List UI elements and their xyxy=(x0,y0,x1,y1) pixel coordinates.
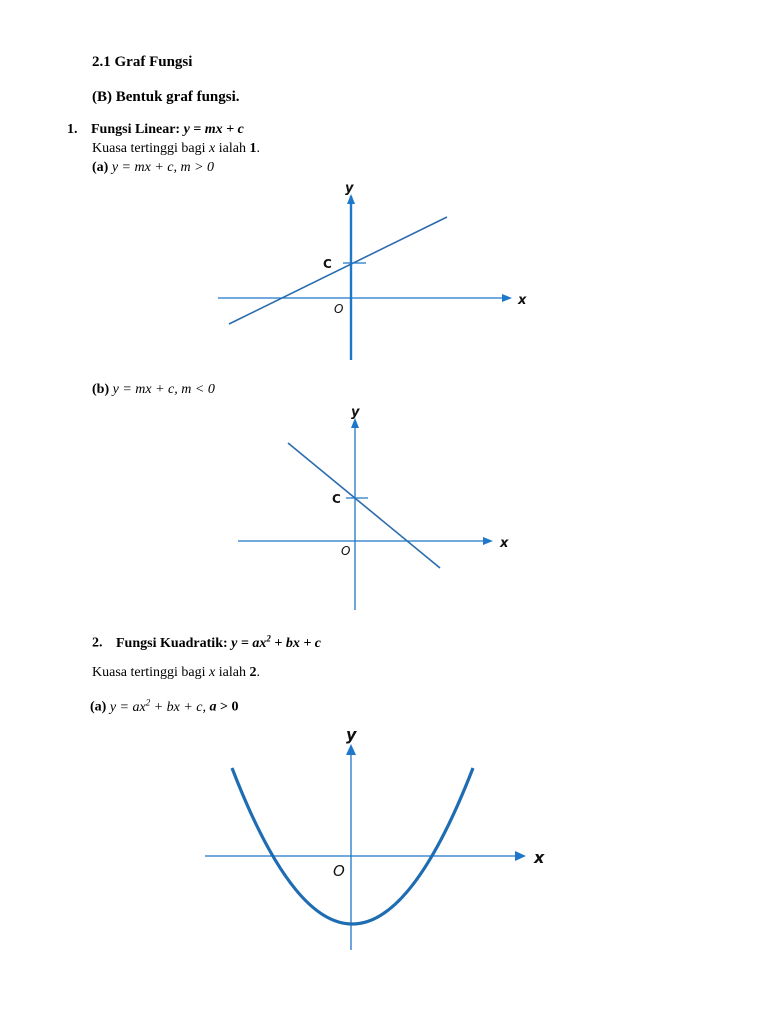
quadratic-number: 2. xyxy=(92,635,103,651)
quadratic-case-a-cond-rest: > 0 xyxy=(216,699,239,715)
c-label: C xyxy=(323,257,332,271)
quadratic-formula-b: + bx + c xyxy=(270,635,322,651)
linear-case-a-label: (a) xyxy=(92,160,109,175)
c-label: C xyxy=(332,492,341,506)
x-axis-arrow xyxy=(515,851,526,861)
quadratic-case-a-sup: 2 xyxy=(145,697,151,707)
y-label: y xyxy=(345,181,354,196)
quadratic-power-value: 2 xyxy=(249,665,257,680)
quadratic-formula-a: y = ax xyxy=(231,635,267,651)
quadratic-power-mid: ialah xyxy=(215,665,250,680)
linear-power-mid: ialah xyxy=(215,141,250,156)
subsection-title: (B) Bentuk graf fungsi. xyxy=(92,89,240,105)
linear-formula: y = mx + c xyxy=(183,122,244,137)
parabola-curve xyxy=(232,768,473,924)
linear-heading-text: Fungsi Linear: xyxy=(91,122,181,137)
linear-case-b-label: (b) xyxy=(92,382,110,397)
quadratic-case-a-text-a: y = ax xyxy=(109,699,146,715)
y-label: y xyxy=(346,725,357,744)
linear-power-prefix: Kuasa tertinggi bagi xyxy=(92,141,210,156)
x-label: x xyxy=(500,536,509,551)
quadratic-formula-sup: 2 xyxy=(266,633,271,643)
y-axis-arrow xyxy=(346,744,356,755)
quadratic-heading-text: Fungsi Kuadratik: xyxy=(116,635,228,651)
linear-power-value: 1 xyxy=(249,141,257,156)
x-label: x xyxy=(534,848,545,867)
quadratic-power-var: x xyxy=(209,665,216,680)
origin-label: O xyxy=(334,302,344,316)
y-label: y xyxy=(351,405,360,420)
origin-label: O xyxy=(341,544,351,558)
quadratic-case-a-label: (a) xyxy=(90,699,107,715)
quadratic-case-a-cond-var: a xyxy=(209,699,217,715)
linear-number: 1. xyxy=(67,122,78,137)
quadratic-power-end: . xyxy=(256,665,260,680)
quadratic-case-a-text-b: + bx + c, xyxy=(150,699,210,715)
linear-power-var: x xyxy=(209,141,216,156)
section-title: 2.1 Graf Fungsi xyxy=(92,54,193,70)
x-label: x xyxy=(518,293,527,308)
origin-label: O xyxy=(333,862,345,880)
linear-power-end: . xyxy=(256,141,260,156)
linear-case-a-text: y = mx + c, m > 0 xyxy=(111,160,215,175)
linear-case-b-text: y = mx + c, m < 0 xyxy=(112,382,215,397)
quadratic-power-prefix: Kuasa tertinggi bagi xyxy=(92,665,210,680)
